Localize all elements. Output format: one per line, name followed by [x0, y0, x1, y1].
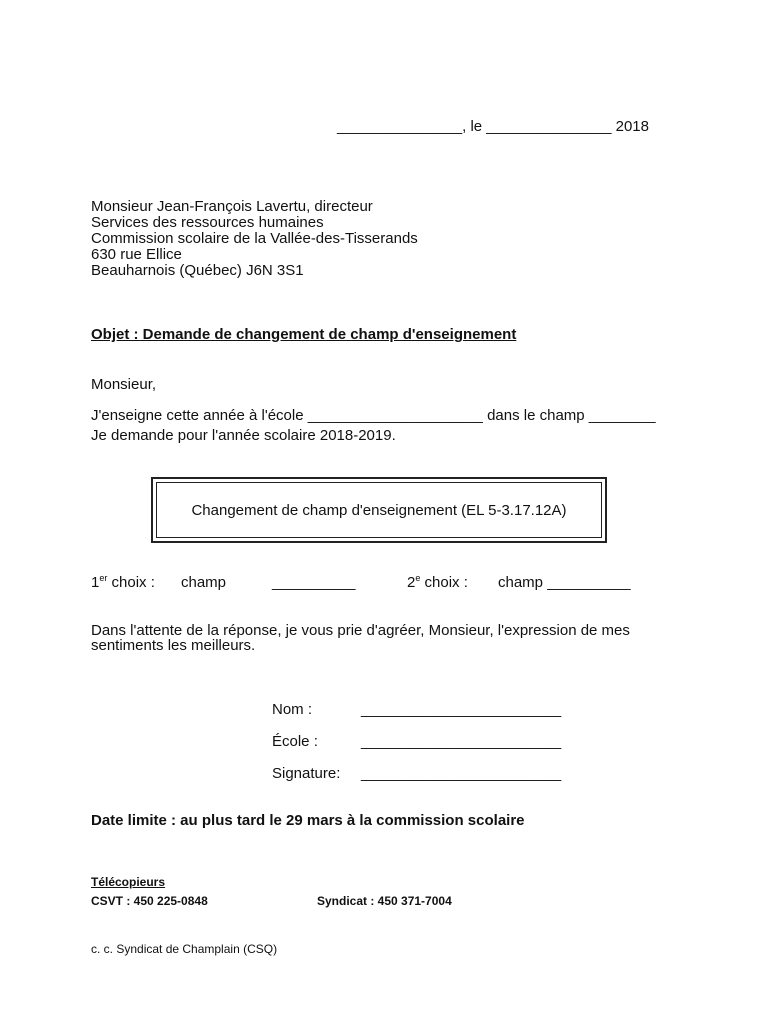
first-choice-blank: __________ — [272, 574, 356, 591]
recipient-organization: Commission scolaire de la Vallée-des-Tisserands — [91, 230, 418, 247]
ecole-label: École : — [272, 733, 318, 750]
nom-blank: ________________________ — [361, 701, 562, 718]
closing-line-2: sentiments les meilleurs. — [91, 637, 256, 654]
closing-line-1: Dans l'attente de la réponse, je vous prie d'agréer, Monsieur, l'expression de mes — [91, 622, 630, 639]
recipient-address — [91, 199, 418, 279]
fax-syndicat: Syndicat : 450 371-7004 — [317, 894, 452, 908]
body-line-year: Je demande pour l'année scolaire 2018-2019. — [91, 427, 396, 444]
fax-csvt: CSVT : 450 225-0848 — [91, 894, 208, 908]
recipient-street: 630 rue Ellice — [91, 246, 182, 263]
fax-heading: Télécopieurs — [91, 875, 166, 889]
request-type-box — [151, 477, 607, 543]
signature-label: Signature: — [272, 765, 341, 782]
request-type-text: Changement de champ d'enseignement (EL 5-3.17.12A) — [191, 501, 567, 519]
date-line: _______________, le _______________ 2018 — [337, 118, 649, 135]
second-choice-label: 2e choix : — [407, 573, 468, 591]
signature-blank: ________________________ — [361, 765, 562, 782]
ecole-blank: ________________________ — [361, 733, 562, 750]
first-choice-champ: champ — [181, 574, 227, 591]
first-choice-label: 1er choix : — [91, 573, 155, 591]
recipient-department: Services des ressources humaines — [91, 214, 324, 231]
carbon-copy: c. c. Syndicat de Champlain (CSQ) — [91, 942, 278, 956]
body-line-school: J'enseigne cette année à l'école _____________________ dans le champ ________ — [91, 407, 656, 424]
subject-line: Objet : Demande de changement de champ d'enseignement — [91, 326, 517, 343]
recipient-name: Monsieur Jean-François Lavertu, directeur — [91, 198, 373, 215]
recipient-city: Beauharnois (Québec) J6N 3S1 — [91, 262, 304, 279]
nom-label: Nom : — [272, 701, 313, 718]
second-choice-champ: champ __________ — [498, 574, 631, 591]
deadline-notice: Date limite : au plus tard le 29 mars à la commission scolaire — [91, 812, 525, 829]
salutation: Monsieur, — [91, 376, 157, 393]
